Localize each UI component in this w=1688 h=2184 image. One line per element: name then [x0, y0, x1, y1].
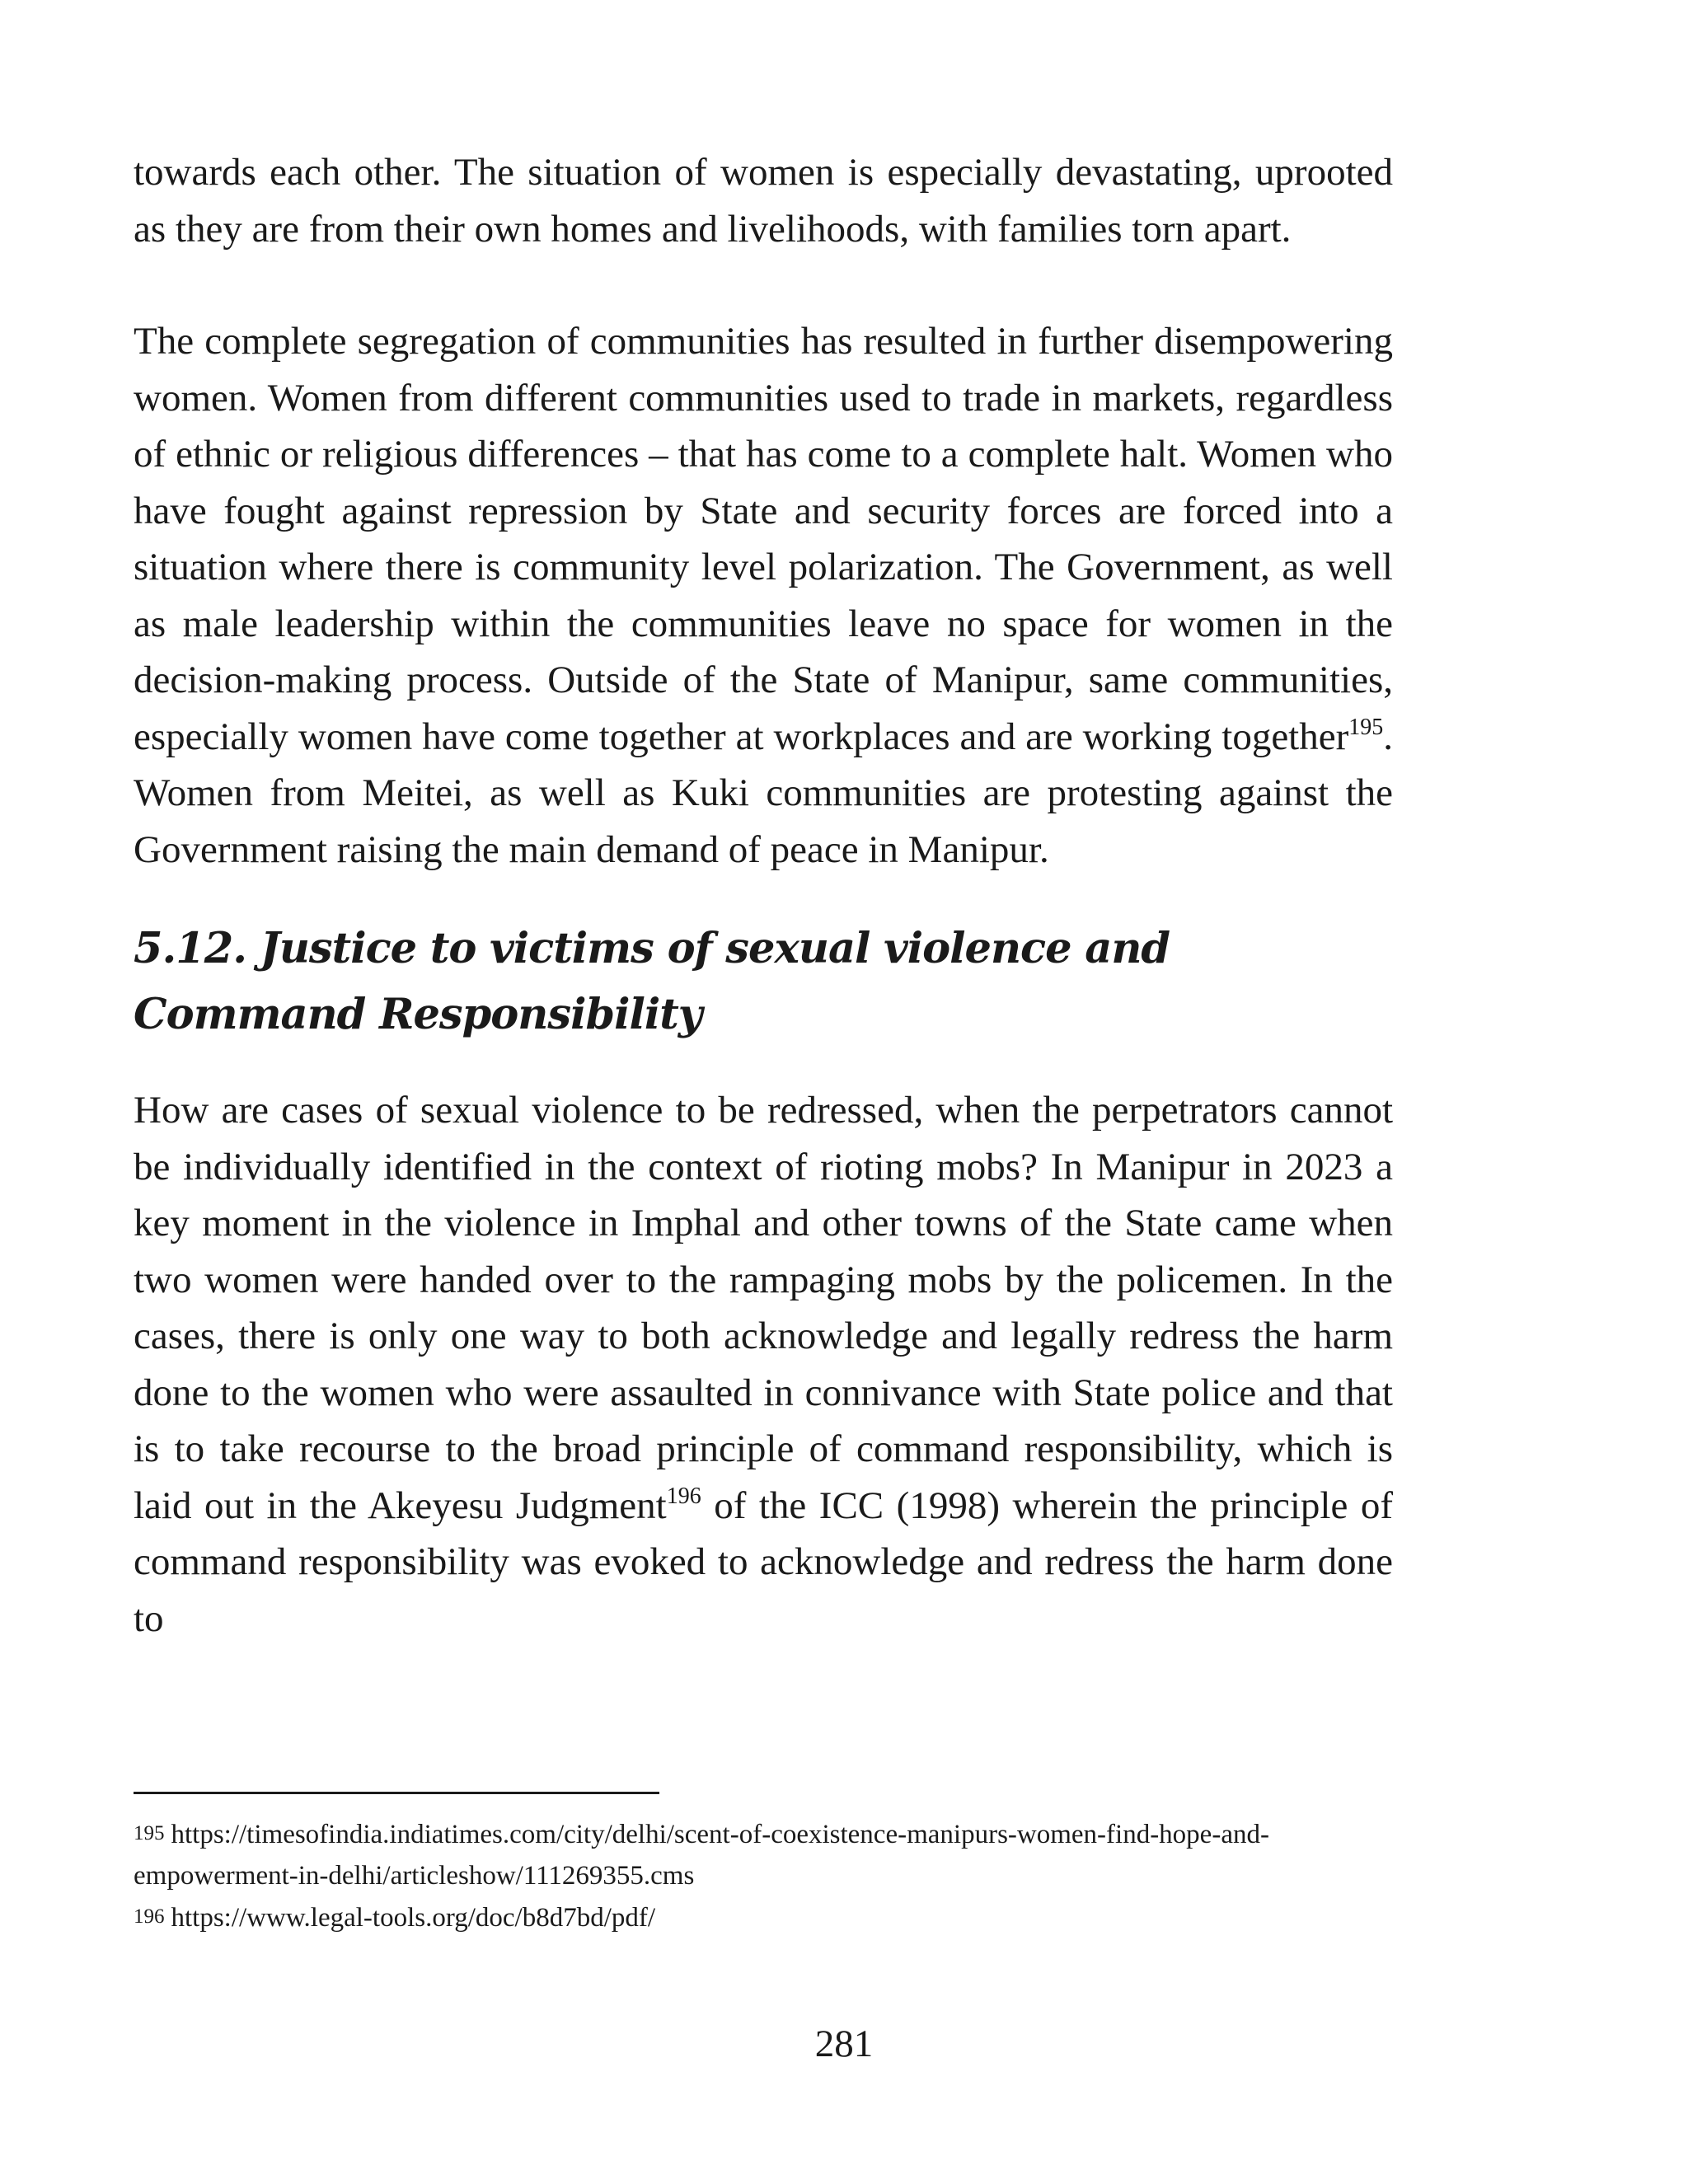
footnote-195 — [134, 1813, 1403, 1896]
paragraph-1-text: towards each other. The situation of women is especially devastating, uprooted as they are from their own homes and livelihoods, with families torn apart. — [134, 151, 1393, 251]
footnotes — [134, 1813, 1403, 1938]
paragraph-3-text-cont: of the ICC (1998) wherein the principle of command responsibility was evoked to acknowledge and redress the harm done to — [134, 1483, 1394, 1640]
footnote-link[interactable]: https://timesofindia.indiatimes.com/city/delhi/scent-of-coexistence-manipurs-women-find-hope-and-empowerment-in-delhi/articleshow/111269355.cms — [134, 1820, 1269, 1891]
footnote-number: 196 — [134, 1905, 165, 1928]
paragraph-3-text: How are cases of sexual violence to be redressed, when the perpetrators cannot be individually identified in the context of rioting mobs? In Manipur in 2023 a key moment in the violence in Imphal and other towns of the State came when two women were handed over to the rampaging mobs by the policemen. In the cases, there is only one way to both acknowledge and legally redress the harm done to the women who were assaulted in connivance with State police and that is to take recourse to the broad principle of command responsibility, which is laid out in the Akeyesu Judgment — [134, 1089, 1393, 1527]
page-number: 281 — [814, 2022, 874, 2065]
footnote-ref-195[interactable]: 195 — [1348, 714, 1384, 740]
footnote-ref-196[interactable]: 196 — [666, 1483, 701, 1509]
paragraph-2-text: The complete segregation of communities has resulted in further disempowering women. Women from different communities used to trade in markets, regardless of ethnic or religious differences – that has come to a complete halt. Women who have fought against repression by State and security forces are forced into a situation where there is community level polarization. The Government, as well as male leadership within the communities leave no space for women in the decision-making process. Outside of the State of Manipur, same communities, especially women have come together at workplaces and are working together — [134, 320, 1393, 758]
paragraph-2 — [134, 313, 1393, 878]
page-body — [134, 144, 1393, 1647]
section-heading: 5.12. Justice to victims of sexual violence and Command Responsibility — [134, 924, 1170, 1039]
footnote-number: 195 — [134, 1822, 165, 1844]
paragraph-2-text-cont: . Women from Meitei, as well as Kuki communities are protesting against the Government raising the main demand of peace in Manipur. — [134, 715, 1393, 871]
footnote-196 — [134, 1896, 1403, 1938]
paragraph-3 — [134, 1082, 1393, 1647]
footnote-link[interactable]: https://www.legal-tools.org/doc/b8d7bd/pdf/ — [171, 1903, 656, 1933]
paragraph-1 — [134, 144, 1393, 257]
footnote-separator — [134, 1792, 659, 1794]
